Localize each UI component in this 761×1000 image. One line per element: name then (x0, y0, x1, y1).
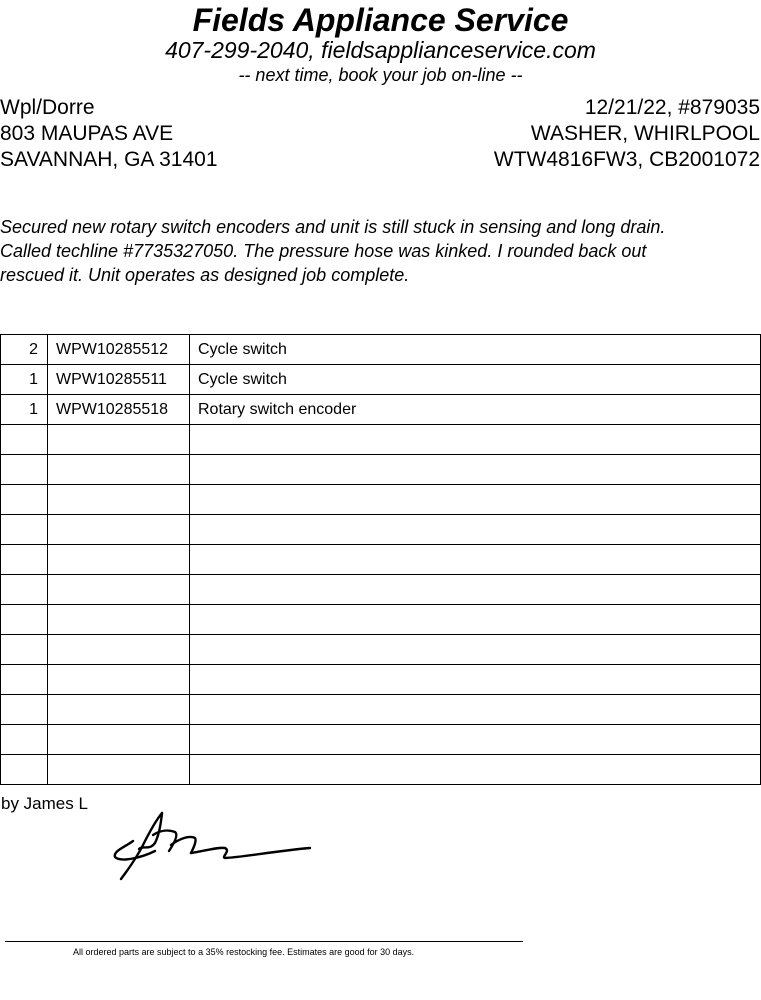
part-number-cell: WPW10285512 (48, 335, 190, 365)
part-qty-cell (1, 635, 48, 665)
part-number-cell (48, 545, 190, 575)
company-contact: 407-299-2040, fieldsapplianceservice.com (165, 37, 596, 63)
table-row (1, 395, 761, 425)
table-row (1, 575, 761, 605)
table-row (1, 425, 761, 455)
notes-line: Called techline #7735327050. The pressure hose was kinked. I rounded back out (0, 241, 647, 261)
table-row (1, 755, 761, 785)
part-description-cell (190, 755, 761, 785)
part-number-cell (48, 485, 190, 515)
table-row (1, 545, 761, 575)
company-title: Fields Appliance Service (192, 2, 569, 38)
customer-city: SAVANNAH, GA 31401 (0, 148, 218, 171)
part-description-cell (190, 725, 761, 755)
job-date-number: 12/21/22, #879035 (584, 96, 760, 119)
job-info (494, 95, 760, 173)
notes-line: Secured new rotary switch encoders and unit is still stuck in sensing and long drain. (0, 217, 666, 237)
notes-line: rescued it. Unit operates as designed job complete. (0, 265, 410, 285)
part-description-cell (190, 605, 761, 635)
part-qty-cell: 1 (1, 395, 48, 425)
part-qty-cell (1, 485, 48, 515)
table-row (1, 515, 761, 545)
part-number-cell: WPW10285511 (48, 365, 190, 395)
part-description-cell (190, 665, 761, 695)
part-description-cell (190, 635, 761, 665)
job-appliance: WASHER, WHIRLPOOL (530, 122, 760, 145)
part-description-cell: Cycle switch (190, 335, 761, 365)
part-qty-cell (1, 425, 48, 455)
technician-signature (105, 805, 320, 890)
part-number-cell (48, 755, 190, 785)
technician-byline: by James L (1, 794, 88, 813)
part-qty-cell (1, 515, 48, 545)
service-notes (0, 215, 761, 287)
table-row (1, 635, 761, 665)
table-row (1, 335, 761, 365)
table-row (1, 455, 761, 485)
part-description-cell (190, 545, 761, 575)
part-number-cell (48, 575, 190, 605)
table-row (1, 605, 761, 635)
part-description-cell (190, 425, 761, 455)
table-row (1, 695, 761, 725)
customer-street: 803 MAUPAS AVE (0, 122, 174, 145)
part-description-cell (190, 575, 761, 605)
part-qty-cell: 2 (1, 335, 48, 365)
part-number-cell (48, 425, 190, 455)
table-row (1, 725, 761, 755)
footer-divider (5, 941, 523, 942)
footer-disclaimer: All ordered parts are subject to a 35% restocking fee. Estimates are good for 30 days. (73, 947, 415, 957)
part-qty-cell (1, 725, 48, 755)
part-qty-cell (1, 665, 48, 695)
part-number-cell (48, 455, 190, 485)
job-model-serial: WTW4816FW3, CB2001072 (493, 148, 760, 171)
part-qty-cell (1, 605, 48, 635)
table-row (1, 365, 761, 395)
part-number-cell (48, 515, 190, 545)
part-qty-cell (1, 755, 48, 785)
part-qty-cell: 1 (1, 365, 48, 395)
part-number-cell (48, 665, 190, 695)
table-row (1, 665, 761, 695)
part-description-cell: Rotary switch encoder (190, 395, 761, 425)
part-qty-cell (1, 455, 48, 485)
part-number-cell: WPW10285518 (48, 395, 190, 425)
part-qty-cell (1, 695, 48, 725)
booking-tagline: -- next time, book your job on-line -- (238, 65, 523, 85)
part-description-cell (190, 455, 761, 485)
part-description-cell (190, 695, 761, 725)
part-qty-cell (1, 575, 48, 605)
table-row (1, 485, 761, 515)
part-description-cell (190, 515, 761, 545)
part-qty-cell (1, 545, 48, 575)
part-description-cell (190, 485, 761, 515)
part-number-cell (48, 695, 190, 725)
customer-address (0, 95, 218, 173)
part-number-cell (48, 635, 190, 665)
part-number-cell (48, 725, 190, 755)
parts-table (0, 334, 761, 785)
customer-name: Wpl/Dorre (0, 96, 95, 119)
part-description-cell: Cycle switch (190, 365, 761, 395)
part-number-cell (48, 605, 190, 635)
